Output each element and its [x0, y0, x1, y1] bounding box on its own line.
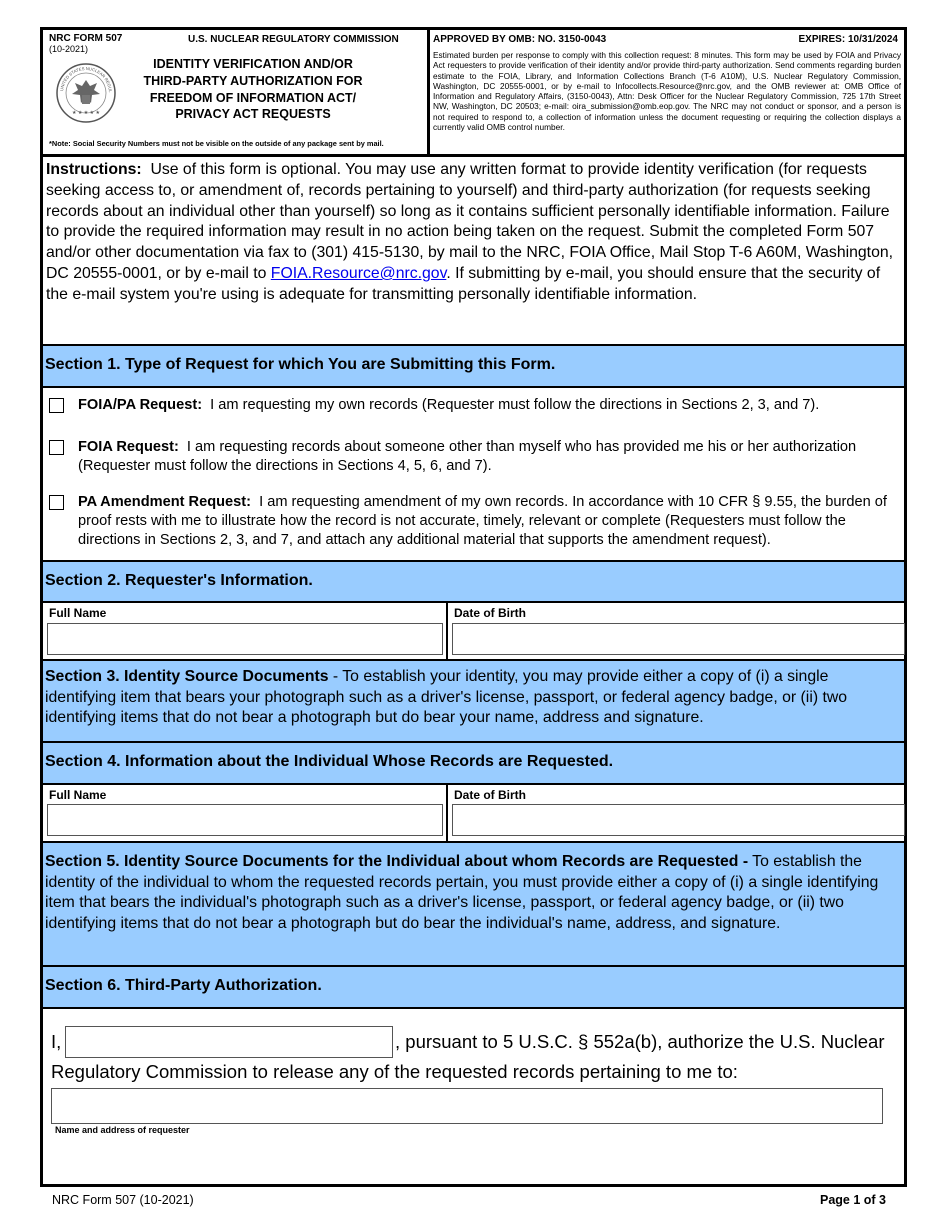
option-text: I am requesting my own records (Requester must follow the directions in Sections 2, 3, and 7).	[210, 397, 820, 413]
section1-title: Section 1. Type of Request for which You are Submitting this Form.	[45, 356, 556, 373]
section6-title: Section 6. Third-Party Authorization.	[45, 977, 322, 994]
authorization-statement-line1: , pursuant to 5 U.S.C. § 552a(b), authorize the U.S. Nuclear	[395, 1031, 885, 1052]
option-label: FOIA/PA Request:	[78, 397, 203, 413]
svg-text:UNITED STATES NUCLEAR REGULATO: UNITED STATES NUCLEAR REGUL	[59, 65, 114, 93]
authorization-statement-line2: Regulatory Commission to release any of the requested records pertaining to me to:	[51, 1061, 738, 1082]
agency-name: U.S. NUCLEAR REGULATORY COMMISSION	[188, 34, 399, 45]
form-number: NRC FORM 507	[49, 33, 123, 44]
option-text: I am requesting records about someone other than myself who has provided me his or her authorization (Requester must follow the directions in Sections 4, 5, 6, and 7).	[78, 439, 857, 474]
foia-pa-request-checkbox[interactable]	[49, 398, 64, 413]
title-line: FREEDOM OF INFORMATION ACT/	[149, 90, 357, 105]
section2-header	[43, 560, 904, 603]
header-right-panel	[430, 30, 904, 154]
option-foia-request	[49, 438, 904, 476]
section3-block	[43, 659, 904, 743]
title-line: IDENTITY VERIFICATION AND/OR	[153, 57, 353, 71]
option-label: FOIA Request:	[78, 439, 179, 455]
form-title	[138, 56, 368, 123]
svg-text:★ ★ ★ ★ ★: ★ ★ ★ ★ ★	[72, 110, 100, 116]
instructions-text-after: If submitting by e-mail, you should ensure that the security of the e-mail system you're using is adequate for transmitting personally identifiable information.	[46, 264, 881, 303]
option-text: I am requesting amendment of my own records. In accordance with 10 CFR § 9.55, the burden of proof rests with me to illustrate how the record is not accurate, timely, relevant or complete (Requesters must follow the directions in Sections 2, 3, and 7, and attach any additional material that supports the amendment request).	[78, 494, 887, 548]
pa-amendment-request-checkbox[interactable]	[49, 495, 64, 510]
burden-statement: Estimated burden per response to comply with this collection request: 8 minutes. This form may be used by FOIA and Privacy Act requesters to provide verification of their identity and/or provide third-party authorization. Send comments regarding burden estimate to the FOIA, Library, and Information Collections Branch (T-6 A10M), U.S. Nuclear Regulatory Commission, Washington, DC 20555-0001, or by e-mail to Infocollects.Resource@nrc.gov, and the OMB reviewer at: OMB Office of Information and Regulatory Affairs, (3150-0043), Attn: Desk Officer for the Nuclear Regulatory Commission, 725 17th Street NW, Washington, DC 20503; e-mail: oira_submission@omb.eop.gov. The NRC may not conduct or sponsor, and a person is not required to respond to, a collection of information unless the document requesting or requiring the collection displays a currently valid OMB control number.	[433, 50, 901, 133]
requester-name-address-input[interactable]	[51, 1088, 883, 1124]
section5-description: To establish the identity of the individual to whom the requested records pertain, you must provide either a copy of (i) a single identifying item that bears the individual's photograph such as a driver's license, passport, or federal agency badge, or (ii) two identifying items that do not bear a photograph but do bear the individual's name, address, and signature.	[45, 853, 879, 932]
field-divider	[446, 603, 448, 659]
subject-full-name-input[interactable]	[47, 804, 443, 836]
section4-title: Section 4. Information about the Individual Whose Records are Requested.	[45, 753, 614, 770]
section5-title: Section 5. Identity Source Documents for the Individual about whom Records are Requested -	[45, 853, 749, 870]
requester-dob-input[interactable]	[452, 623, 905, 655]
instructions: Instructions: Use of this form is optional. You may use any written format to provide identity verification (for requests seeking access to, or amendment of, records pertaining to yourself) and third-party authorization (for requests seeking records about an individual other than yourself) so long as it contains sufficient personally identifiable information. Failure to provide the required information may result in no action being taken on the request. Submit the completed Form 507 and/or other documentation via fax to (301) 415-5130, by mail to the NRC, FOIA Office, Mail Stop T-6 A60M, Washington, DC 20555-0001, or by e-mail to FOIA.Resource@nrc.gov. If submitting by e-mail, you should ensure that the security of the e-mail system you're using is adequate for transmitting personally identifiable information.	[46, 161, 894, 303]
section5-block	[43, 841, 904, 967]
requester-name-address-label: Name and address of requester	[55, 1125, 190, 1135]
footer-page-number: Page 1 of 3	[820, 1193, 886, 1207]
section4-header	[43, 741, 904, 785]
section3-title: Section 3. Identity Source Documents	[45, 668, 329, 685]
header-left-panel	[43, 30, 430, 154]
form-date: (10-2021)	[49, 44, 89, 54]
field-divider	[446, 785, 448, 841]
subject-dob-input[interactable]	[452, 804, 905, 836]
section5-text	[45, 852, 903, 934]
foia-email-link[interactable]: FOIA.Resource@nrc.gov	[270, 264, 447, 282]
title-line: THIRD-PARTY AUTHORIZATION FOR	[143, 73, 363, 88]
expiration-date: EXPIRES: 10/31/2024	[798, 34, 898, 45]
section1-header	[43, 344, 904, 388]
foia-request-checkbox[interactable]	[49, 440, 64, 455]
footer-form-id: NRC Form 507 (10-2021)	[52, 1193, 194, 1207]
option-label: PA Amendment Request:	[78, 494, 251, 510]
requester-full-name-input[interactable]	[47, 623, 443, 655]
form-page	[40, 27, 907, 1187]
authorization-prefix: I,	[51, 1031, 62, 1052]
option-foia-pa-request	[49, 396, 904, 415]
instructions-label: Instructions:	[46, 161, 142, 178]
ssn-note: *Note: Social Security Numbers must not be visible on the outside of any package sent by mail.	[49, 139, 384, 148]
subject-full-name-label: Full Name	[49, 788, 107, 802]
title-line: PRIVACY ACT REQUESTS	[175, 107, 331, 122]
section3-description: - To establish your identity, you may provide either a copy of (i) a single identifying item that bears your photograph such as a driver's license, passport, or federal agency badge, or (ii) two identifying items that do not bear a photograph but do bear your name, address and signature.	[45, 668, 848, 727]
section2-title: Section 2. Requester's Information.	[45, 572, 313, 589]
section3-text	[45, 667, 903, 729]
authorizing-person-name-input[interactable]	[65, 1026, 393, 1058]
option-pa-amendment-request	[49, 493, 904, 550]
form-header	[43, 30, 904, 157]
omb-number: APPROVED BY OMB: NO. 3150-0043	[433, 34, 607, 45]
section6-header	[43, 965, 904, 1009]
nrc-seal-icon	[55, 62, 117, 124]
subject-dob-label: Date of Birth	[454, 788, 526, 802]
requester-full-name-label: Full Name	[49, 606, 107, 620]
instructions-text: Use of this form is optional. You may use any written format to provide identity verification (for requests seeking access to, or amendment of, records pertaining to yourself) and third-party authorization (for requests seeking records about an individual other than yourself) so long as it contains sufficient personally identifiable information. Failure to provide the required information may result in no action being taken on the request. Submit the completed Form 507 and/or other documentation via fax to (301) 415-5130, by mail to the NRC, FOIA Office, Mail Stop T-6 A60M, Washington, DC 20555-0001, or by e-mail to	[46, 161, 894, 282]
requester-dob-label: Date of Birth	[454, 606, 526, 620]
